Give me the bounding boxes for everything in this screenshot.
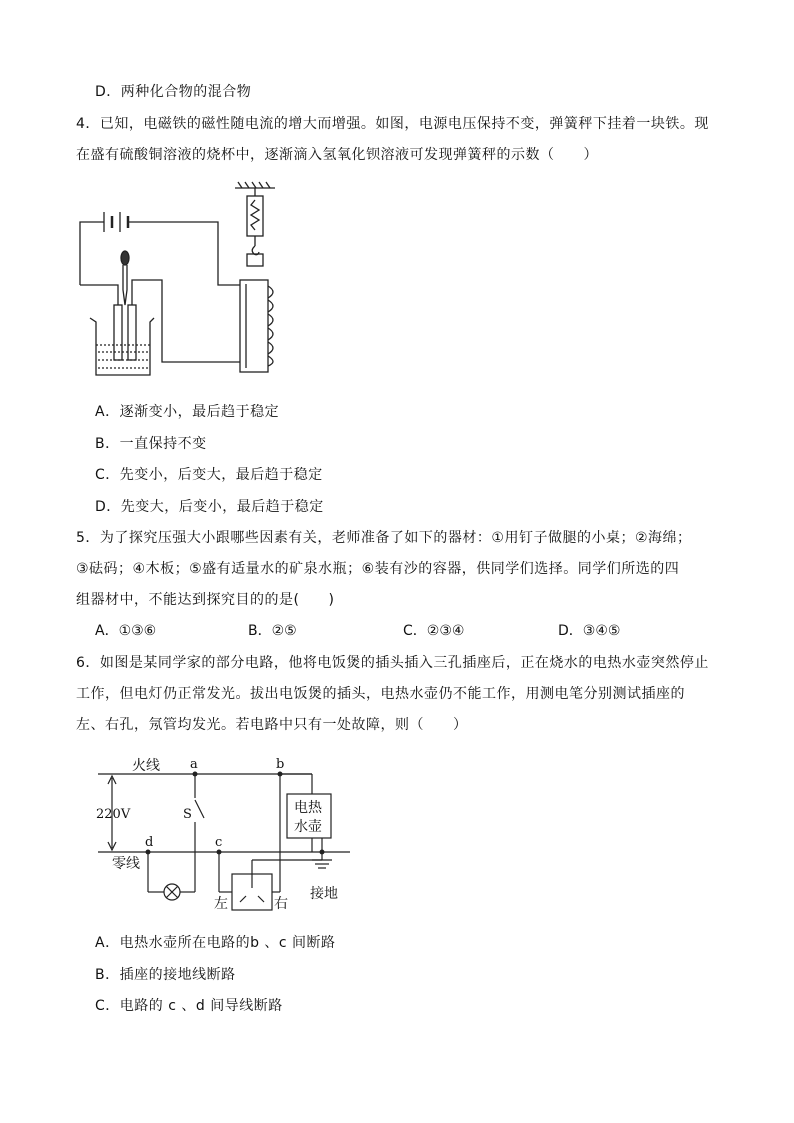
q4-option-d: D．先变大，后变小，最后趋于稳定 — [95, 499, 324, 515]
q6-option-c: C．电路的 c 、d 间导线断路 — [95, 998, 283, 1014]
q5-option-a: A．①③⑥ — [95, 623, 157, 639]
voltage-label: 220V — [96, 807, 131, 822]
live-wire-label: 火线 — [132, 758, 160, 774]
q6-stem-line2: 工作，但电灯仍正常发光。拔出电饭煲的插头，电热水壶仍不能工作，用测电笔分别测试插座的 — [76, 686, 685, 702]
q5-stem-line3: 组器材中，不能达到探究目的的是( ) — [76, 592, 335, 608]
point-b-label: b — [276, 757, 285, 772]
q4-stem-line1: 4．已知，电磁铁的磁性随电流的增大而增强。如图，电源电压保持不变，弹簧秤下挂着一块铁。现 — [76, 116, 709, 132]
point-d-label: d — [145, 835, 154, 850]
point-a-label: a — [190, 757, 198, 772]
neutral-wire-label: 零线 — [112, 856, 140, 872]
kettle-label-line2: 水壶 — [294, 819, 322, 835]
q5-stem-line1: 5．为了探究压强大小跟哪些因素有关，老师准备了如下的器材：①用钉子做腿的小桌；②海绵； — [76, 530, 692, 546]
q4-option-b: B．一直保持不变 — [95, 436, 207, 452]
q4-stem-line2: 在盛有硫酸铜溶液的烧杯中，逐渐滴入氢氧化钡溶液可发现弹簧秤的示数（ ） — [76, 147, 598, 163]
q6-option-a: A．电热水壶所在电路的b 、c 间断路 — [95, 935, 336, 951]
q6-option-b: B．插座的接地线断路 — [95, 967, 236, 983]
point-c-label: c — [215, 835, 223, 850]
kettle-label-line1: 电热 — [294, 800, 322, 816]
switch-label: S — [183, 807, 192, 822]
q4-electromagnet-diagram — [70, 180, 300, 385]
socket-left-label: 左 — [214, 896, 228, 912]
q5-option-b: B．②⑤ — [248, 623, 297, 639]
q6-circuit-diagram — [90, 752, 360, 917]
q6-stem-line1: 6．如图是某同学家的部分电路，他将电饭煲的插头插入三孔插座后，正在烧水的电热水壶突然停止 — [76, 655, 709, 671]
q4-option-a: A．逐渐变小，最后趋于稳定 — [95, 404, 280, 420]
q6-stem-line3: 左、右孔，氖管均发光。若电路中只有一处故障，则（ ） — [76, 717, 468, 733]
q5-option-d: D．③④⑤ — [558, 623, 621, 639]
q4-option-c: C．先变小，后变大，最后趋于稳定 — [95, 467, 323, 483]
q3-option-d: D．两种化合物的混合物 — [95, 84, 252, 100]
ground-label: 接地 — [310, 886, 338, 902]
socket-right-label: 右 — [274, 896, 288, 912]
q5-option-c: C．②③④ — [403, 623, 465, 639]
q5-stem-line2: ③砝码；④木板；⑤盛有适量水的矿泉水瓶；⑥装有沙的容器，供同学们选择。同学们所选的四 — [76, 561, 680, 577]
